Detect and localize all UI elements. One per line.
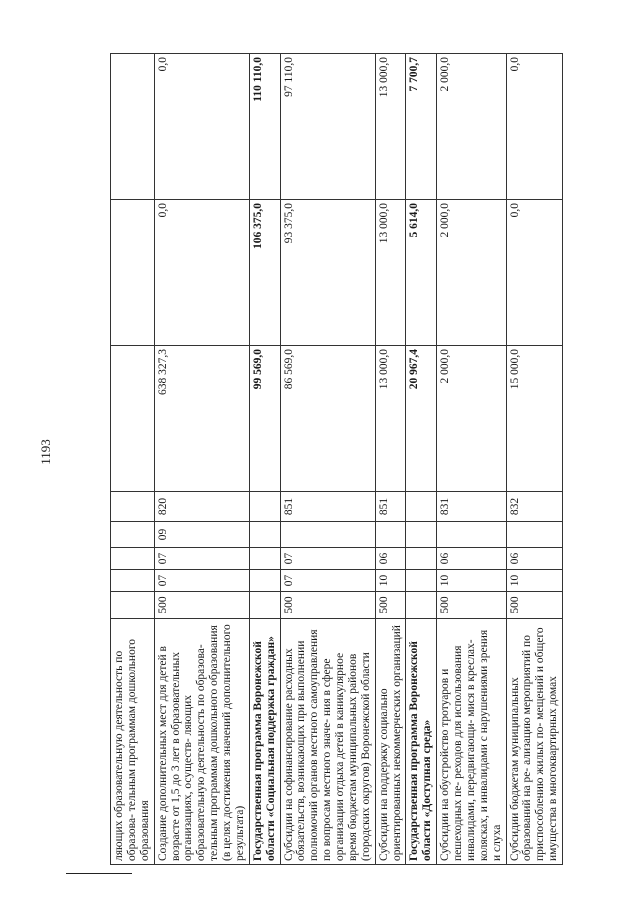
amount-cell: 0,0 xyxy=(506,54,563,200)
amount-cell: 86 569,0 xyxy=(280,346,375,492)
amount-cell: 2 000,0 xyxy=(437,54,506,200)
target-article-cell xyxy=(375,522,406,548)
amount-cell: 0,0 xyxy=(506,200,563,346)
expense-type-cell: 831 xyxy=(437,492,506,522)
amount-cell: 13 000,0 xyxy=(375,200,406,346)
table-row xyxy=(406,54,437,865)
page-number: 1193 xyxy=(38,439,53,465)
row-name-cell: Субсидии на обустройство тротуаров и пешеходных пе- реходов для использования инвалидами, передвигающи- мися в креслах-колясках, и инвалидами с нарушениями зрения и слуха xyxy=(437,619,506,865)
ministry-code-cell: 500 xyxy=(506,592,563,619)
budget-table xyxy=(110,53,563,865)
row-name-cell: Субсидии на софинансирование расходных обязательств, возникающих при выполнении полномочий органов местного самоуправления по вопросам местного значе- ния в сфере организации отдыха детей в каникулярное время бюджетам муниципальных районов (городских округов) Воронежской области xyxy=(280,619,375,865)
subsection-code-cell xyxy=(111,548,155,570)
amount-cell: 106 375,0 xyxy=(249,200,280,346)
subsection-code-cell: 06 xyxy=(437,548,506,570)
expense-type-cell: 820 xyxy=(154,492,249,522)
expense-type-cell xyxy=(111,492,155,522)
rotated-table-wrapper xyxy=(110,54,594,865)
target-article-cell xyxy=(406,522,437,548)
table-row xyxy=(437,54,506,865)
amount-cell: 2 000,0 xyxy=(437,200,506,346)
target-article-cell xyxy=(249,522,280,548)
amount-cell: 2 000,0 xyxy=(437,346,506,492)
ministry-code-cell: 500 xyxy=(437,592,506,619)
subsection-code-cell xyxy=(249,548,280,570)
target-article-cell xyxy=(111,522,155,548)
amount-cell: 15 000,0 xyxy=(506,346,563,492)
subsection-code-cell: 07 xyxy=(280,548,375,570)
row-name-cell: ляющих образовательную деятельность по образова- тельным программам дошкольного образования xyxy=(111,619,155,865)
amount-cell xyxy=(111,200,155,346)
row-name-cell: Создание дополнительных мест для детей в возрасте от 1,5 до 3 лет в образовательных организациях, осуществ- ляющих образовательную деятельность по образова- тельным программам дошкольного образования (в целях достижения значений дополнительного результата) xyxy=(154,619,249,865)
expense-type-cell: 851 xyxy=(280,492,375,522)
section-code-cell: 07 xyxy=(280,570,375,592)
subsection-code-cell: 07 xyxy=(154,548,249,570)
target-article-cell xyxy=(506,522,563,548)
table-row xyxy=(154,54,249,865)
subsection-code-cell xyxy=(406,548,437,570)
ministry-code-cell xyxy=(406,592,437,619)
subsection-code-cell: 06 xyxy=(375,548,406,570)
row-name-cell: Субсидии на поддержку социально ориентированных некоммерческих организаций xyxy=(375,619,406,865)
amount-cell: 0,0 xyxy=(154,200,249,346)
table-row xyxy=(375,54,406,865)
ministry-code-cell xyxy=(249,592,280,619)
expense-type-cell xyxy=(406,492,437,522)
expense-type-cell xyxy=(249,492,280,522)
table-row xyxy=(249,54,280,865)
section-code-cell: 10 xyxy=(437,570,506,592)
target-article-cell xyxy=(437,522,506,548)
subsection-code-cell: 06 xyxy=(506,548,563,570)
amount-cell: 13 000,0 xyxy=(375,346,406,492)
amount-cell: 20 967,4 xyxy=(406,346,437,492)
target-article-cell: 09 xyxy=(154,522,249,548)
ministry-code-cell xyxy=(111,592,155,619)
section-code-cell xyxy=(406,570,437,592)
amount-cell: 99 569,0 xyxy=(249,346,280,492)
amount-cell: 13 000,0 xyxy=(375,54,406,200)
amount-cell xyxy=(111,54,155,200)
amount-cell: 7 700,7 xyxy=(406,54,437,200)
row-name-cell: Государственная программа Воронежской области «Социальная поддержка граждан» xyxy=(249,619,280,865)
amount-cell: 93 375,0 xyxy=(280,200,375,346)
row-name-cell: Субсидии бюджетам муниципальных образований на ре- ализацию мероприятий по приспособлению жилых по- мещений и общего имущества в многоквартирных домах xyxy=(506,619,563,865)
table-row xyxy=(280,54,375,865)
table-row xyxy=(111,54,155,865)
row-name-cell: Государственная программа Воронежской области «Доступная среда» xyxy=(406,619,437,865)
amount-cell: 97 110,0 xyxy=(280,54,375,200)
table-row xyxy=(506,54,563,865)
section-code-cell xyxy=(249,570,280,592)
section-code-cell: 10 xyxy=(506,570,563,592)
ministry-code-cell: 500 xyxy=(375,592,406,619)
expense-type-cell: 832 xyxy=(506,492,563,522)
amount-cell: 638 327,3 xyxy=(154,346,249,492)
section-code-cell: 10 xyxy=(375,570,406,592)
ministry-code-cell: 500 xyxy=(280,592,375,619)
budget-table-body xyxy=(111,54,563,865)
amount-cell: 5 614,0 xyxy=(406,200,437,346)
target-article-cell xyxy=(280,522,375,548)
section-code-cell xyxy=(111,570,155,592)
expense-type-cell: 851 xyxy=(375,492,406,522)
footnote-rule xyxy=(66,873,132,874)
amount-cell: 110 110,0 xyxy=(249,54,280,200)
amount-cell: 0,0 xyxy=(154,54,249,200)
ministry-code-cell: 500 xyxy=(154,592,249,619)
section-code-cell: 07 xyxy=(154,570,249,592)
amount-cell xyxy=(111,346,155,492)
